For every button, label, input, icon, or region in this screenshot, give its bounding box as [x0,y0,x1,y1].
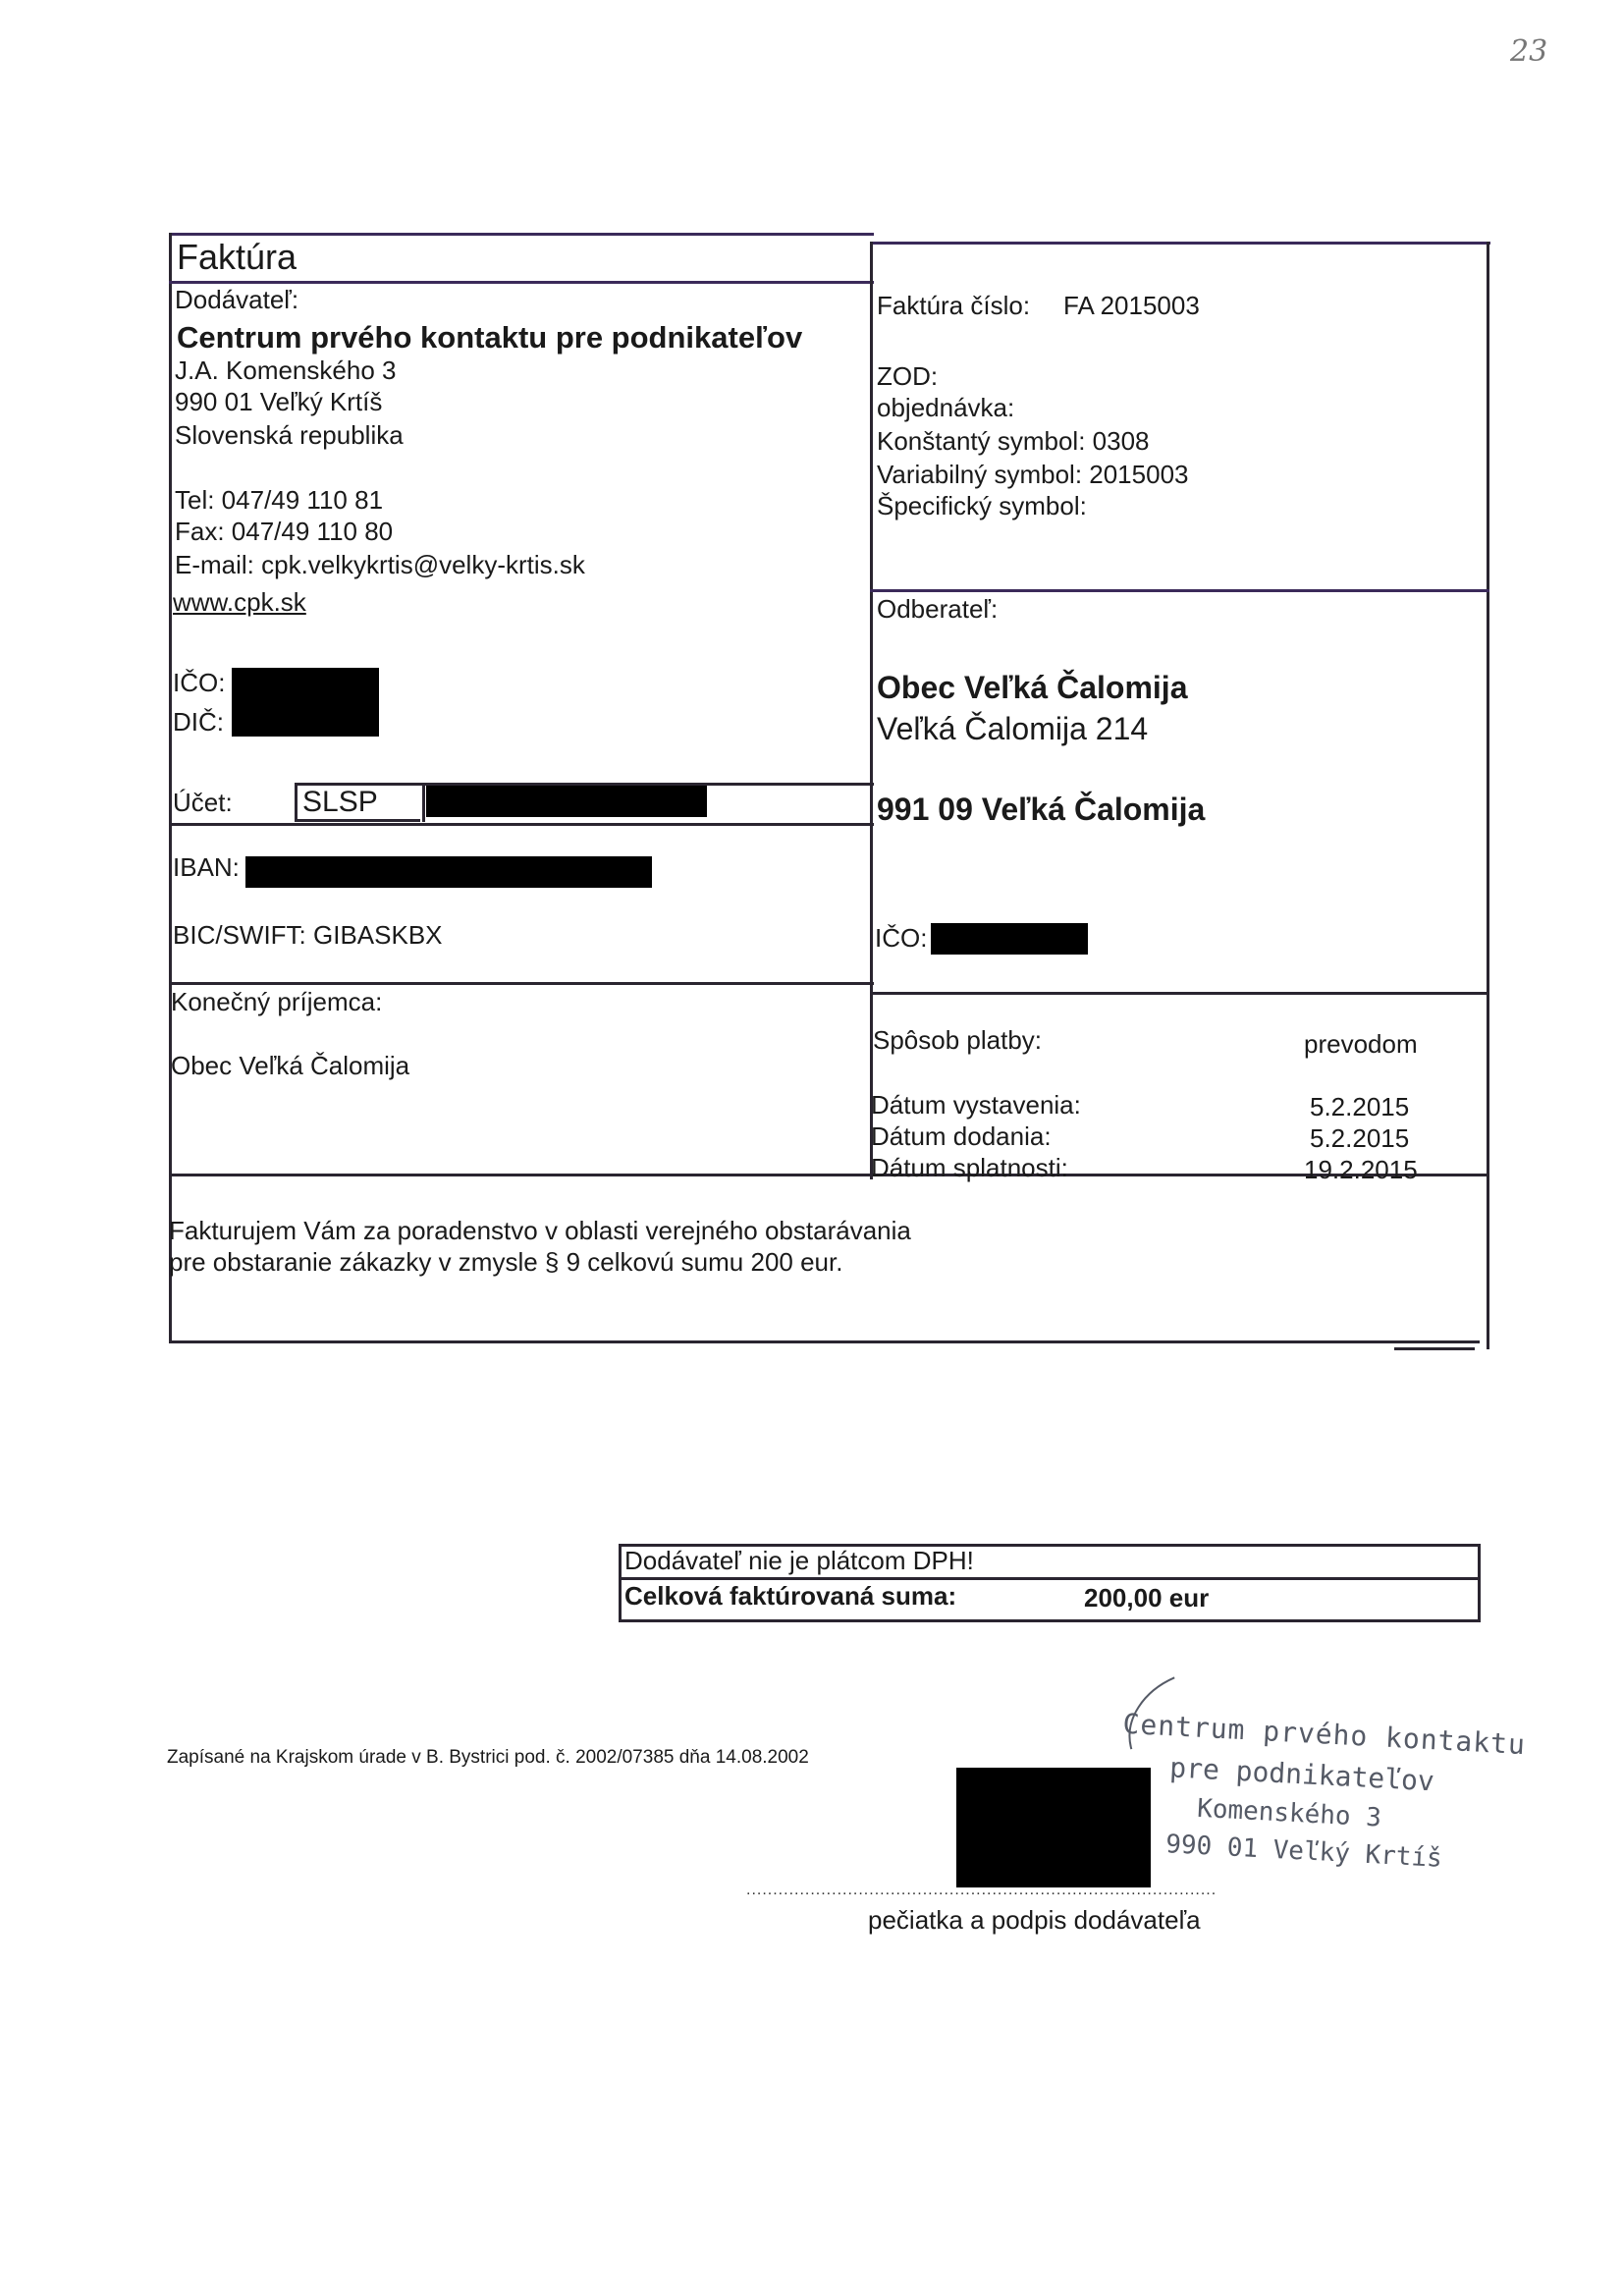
constant-symbol: Konštantý symbol: 0308 [877,426,1150,456]
customer-label: Odberateľ: [877,594,999,624]
supplier-ico-label: IČO: [173,668,226,697]
supplier-country: Slovenská republika [175,420,404,450]
customer-city: 991 09 Veľká Čalomija [877,792,1206,827]
supplier-email: E-mail: cpk.velkykrtis@velky-krtis.sk [175,550,585,579]
vat-note: Dodávateľ nie je plátcom DPH! [624,1546,974,1575]
bank-name: SLSP [302,786,378,818]
supplier-street: J.A. Komenského 3 [175,355,397,385]
supplier-web-link[interactable]: www.cpk.sk [173,587,306,617]
supplier-account-label: Účet: [173,788,233,817]
customer-name: Obec Veľká Čalomija [877,670,1188,705]
signature-label: pečiatka a podpis dodávateľa [868,1905,1201,1935]
redacted-ico-dic [232,668,379,737]
redacted-account-number [426,786,707,817]
company-stamp: Centrum prvého kontaktu pre podnikateľov Komenského 3 990 01 Veľký Krtíš [1106,1699,1488,1895]
order-label: objednávka: [877,393,1015,422]
final-recipient-name: Obec Veľká Čalomija [171,1051,410,1080]
supplier-name: Centrum prvého kontaktu pre podnikateľov [177,320,803,355]
invoice-number: FA 2015003 [1063,291,1200,320]
total-label: Celková faktúrovaná suma: [624,1581,957,1611]
zod-label: ZOD: [877,361,939,391]
redacted-customer-ico [931,923,1088,955]
delivery-date-label: Dátum dodania: [871,1121,1052,1151]
payment-method: prevodom [1304,1029,1418,1059]
supplier-dic-label: DIČ: [173,707,224,737]
total-value: 200,00 eur [1084,1583,1210,1613]
delivery-date: 5.2.2015 [1310,1123,1410,1153]
invoice-number-label: Faktúra číslo: [877,291,1031,320]
supplier-bic: BIC/SWIFT: GIBASKBX [173,920,443,950]
supplier-tel: Tel: 047/49 110 81 [175,485,384,515]
signature-dots: ........................................................................................ [746,1882,1217,1898]
final-recipient-label: Konečný príjemca: [171,987,383,1016]
due-date: 19.2.2015 [1304,1155,1418,1184]
issue-date: 5.2.2015 [1310,1092,1410,1121]
description-line-2: pre obstaranie zákazky v zmysle § 9 celkovú sumu 200 eur. [169,1247,843,1277]
issue-date-label: Dátum vystavenia: [871,1090,1081,1120]
supplier-fax: Fax: 047/49 110 80 [175,517,394,546]
supplier-city: 990 01 Veľký Krtíš [175,387,383,416]
description-line-1: Fakturujem Vám za poradenstvo v oblasti verejného obstarávania [169,1216,911,1245]
specific-symbol: Špecifický symbol: [877,491,1087,520]
payment-method-label: Spôsob platby: [873,1025,1043,1055]
customer-ico-label: IČO: [875,923,928,953]
page-number: 23 [1510,34,1548,69]
due-date-label: Dátum splatnosti: [871,1153,1068,1182]
variable-symbol: Variabilný symbol: 2015003 [877,460,1189,489]
registration-note: Zapísané na Krajskom úrade v B. Bystrici pod. č. 2002/07385 dňa 14.08.2002 [167,1747,809,1768]
invoice-title: Faktúra [177,237,298,277]
redacted-iban [245,856,652,888]
supplier-iban-label: IBAN: [173,852,240,882]
customer-street: Veľká Čalomija 214 [877,711,1149,746]
supplier-label: Dodávateľ: [175,285,299,314]
